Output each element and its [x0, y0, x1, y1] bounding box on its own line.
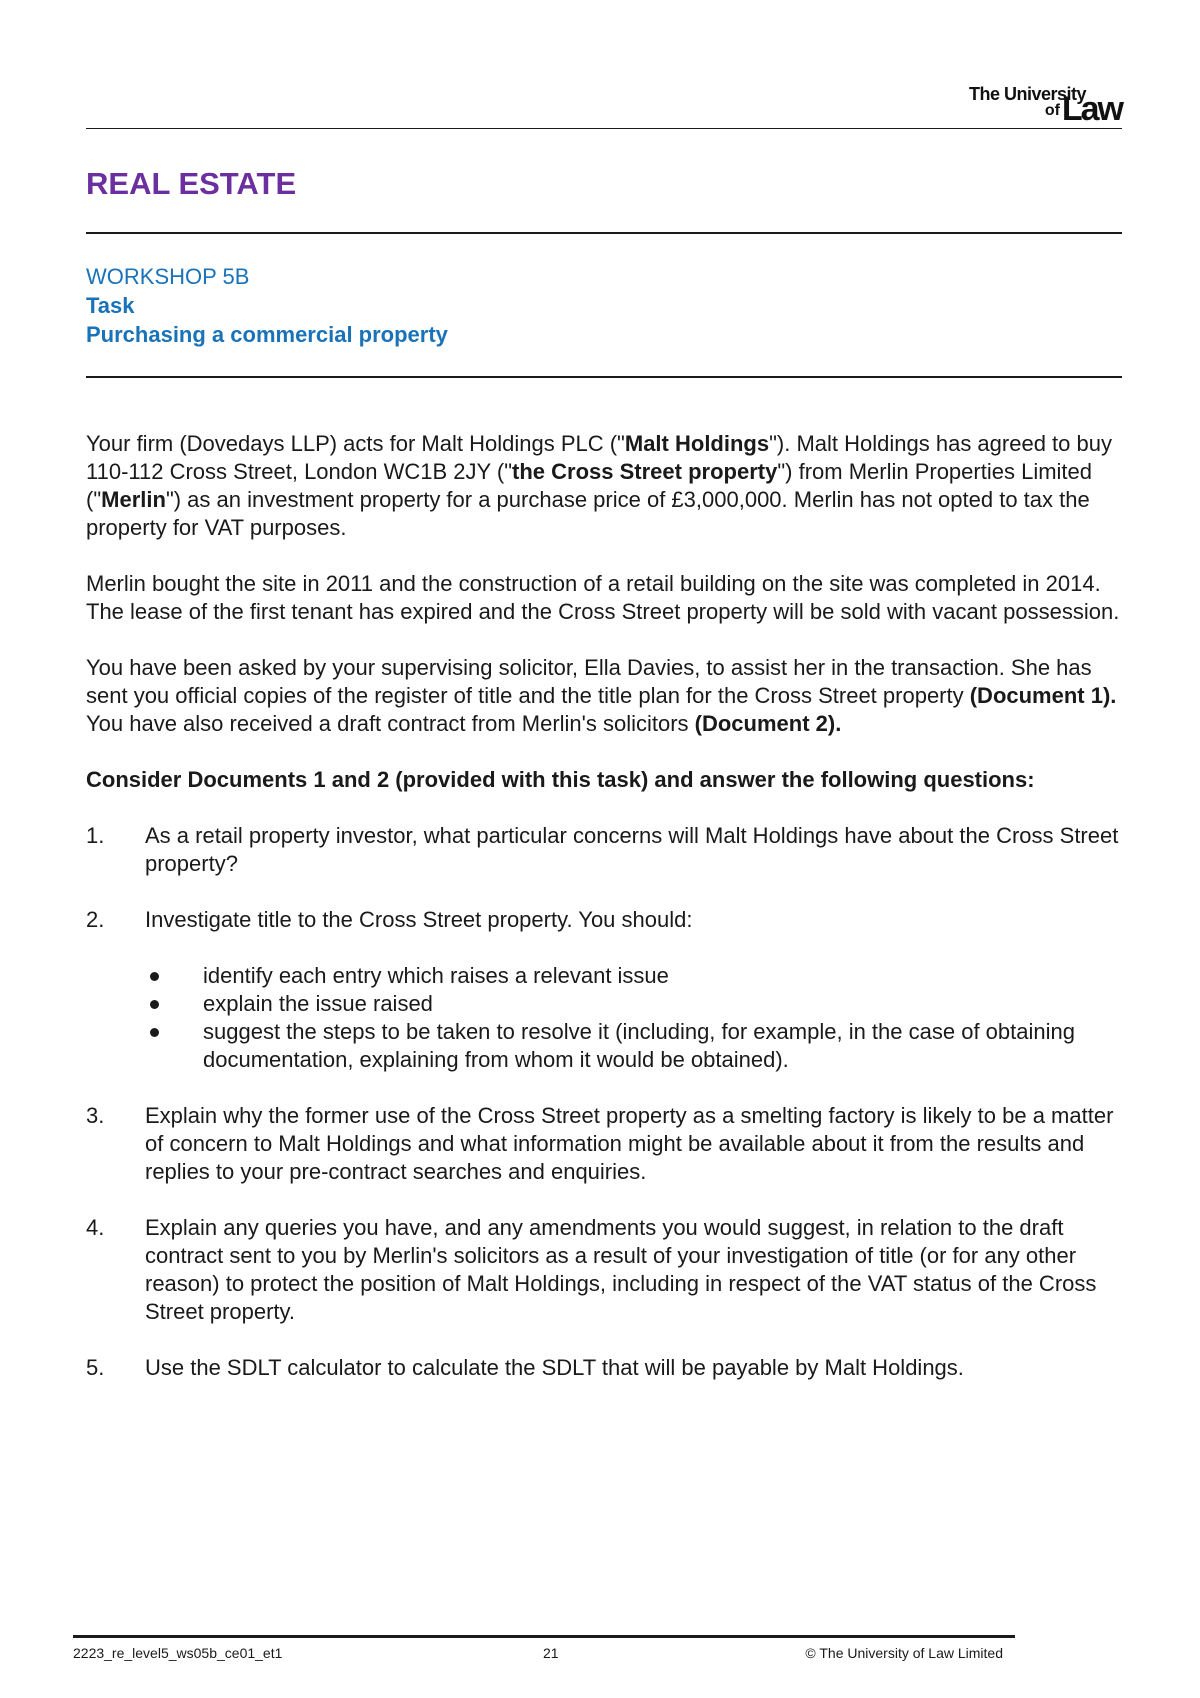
question-text: Explain why the former use of the Cross Street property as a smelting factory is likely to be a matter of concern to Malt Holdings and what information might be available about it from the results and replies to your pre-contract searches and enquiries. [145, 1103, 1114, 1184]
footer-divider [73, 1635, 1015, 1638]
bullet-icon [150, 972, 159, 981]
logo-text-law: Law [1061, 90, 1122, 128]
bullet-text: identify each entry which raises a relevant issue [203, 963, 669, 988]
workshop-task-label: Task [86, 293, 135, 318]
text-run: You have been asked by your supervising solicitor, Ella Davies, to assist her in the transaction. She has sent you official copies of the register of title and the title plan for the Cross Street property [86, 655, 1092, 708]
text-run: You have also received a draft contract from Merlin's solicitors [86, 711, 695, 736]
bullet-item [145, 962, 1126, 990]
question-number: 1. [86, 823, 105, 848]
bullet-item [145, 1018, 1126, 1074]
bullet-item [145, 990, 1126, 1018]
question-text: As a retail property investor, what particular concerns will Malt Holdings have about the Cross Street property? [145, 823, 1119, 876]
question-3 [86, 1102, 1126, 1186]
text-run: ") as an investment property for a purchase price of £3,000,000. Merlin has not opted to tax the property for VAT purposes. [86, 487, 1090, 540]
instruction-paragraph [86, 766, 1126, 794]
workshop-heading [86, 262, 448, 349]
intro-paragraph-2: Merlin bought the site in 2011 and the construction of a retail building on the site was completed in 2014. The lease of the first tenant has expired and the Cross Street property will be sold with vacant possession. [86, 571, 1120, 624]
text-run: Your firm (Dovedays LLP) acts for Malt Holdings PLC (" [86, 431, 625, 456]
bullet-text: explain the issue raised [203, 991, 433, 1016]
title-divider [86, 232, 1122, 234]
document-body [86, 430, 1126, 1410]
header-divider [86, 128, 1122, 129]
question-2 [86, 906, 1126, 1074]
text-run: ") from Merlin Properties Limited (" [86, 459, 1092, 512]
bullet-text: suggest the steps to be taken to resolve it (including, for example, in the case of obtaining documentation, explaining from whom it would be obtained). [203, 1019, 1075, 1072]
university-of-law-logo [902, 80, 1122, 128]
questions-list [86, 822, 1126, 1382]
question-number: 3. [86, 1103, 105, 1128]
intro-paragraph-3 [86, 654, 1126, 738]
question-5 [86, 1354, 1126, 1382]
defined-term-cross-street-property: the Cross Street property [512, 459, 778, 484]
page-title: REAL ESTATE [86, 166, 297, 201]
question-4 [86, 1214, 1126, 1326]
question-text: Explain any queries you have, and any amendments you would suggest, in relation to the draft contract sent to you by Merlin's solicitors as a result of your investigation of title (or for any other reason) to protect the position of Malt Holdings, including in respect of the VAT status of the Cross Street property. [145, 1215, 1097, 1324]
document-1-reference: (Document 1). [969, 683, 1117, 708]
question-2-bullets [145, 962, 1126, 1074]
question-text: Investigate title to the Cross Street property. You should: [145, 907, 693, 932]
instruction-text: Consider Documents 1 and 2 (provided with this task) and answer the following questions: [86, 767, 1035, 792]
question-number: 5. [86, 1355, 105, 1380]
text-run: "). Malt Holdings has agreed to buy 110-112 Cross Street, London WC1B 2JY (" [86, 431, 1112, 484]
workshop-number: WORKSHOP 5B [86, 264, 250, 289]
question-text: Use the SDLT calculator to calculate the SDLT that will be payable by Malt Holdings. [145, 1355, 964, 1380]
bullet-icon [150, 1000, 159, 1009]
question-1 [86, 822, 1126, 878]
bullet-icon [150, 1028, 159, 1037]
page-number: 21 [543, 1645, 559, 1661]
defined-term-malt-holdings: Malt Holdings [624, 431, 770, 456]
defined-term-merlin: Merlin [101, 487, 166, 512]
workshop-topic: Purchasing a commercial property [86, 322, 448, 347]
document-code: 2223_re_level5_ws05b_ce01_et1 [73, 1645, 283, 1661]
workshop-divider [86, 376, 1122, 378]
document-2-reference: (Document 2). [694, 711, 842, 736]
logo-text-the-university: The University [968, 84, 1086, 104]
intro-paragraph-1 [86, 430, 1126, 542]
copyright-notice: © The University of Law Limited [805, 1645, 1003, 1661]
question-number: 2. [86, 907, 105, 932]
question-number: 4. [86, 1215, 105, 1240]
logo-text-of: of [1044, 102, 1060, 119]
